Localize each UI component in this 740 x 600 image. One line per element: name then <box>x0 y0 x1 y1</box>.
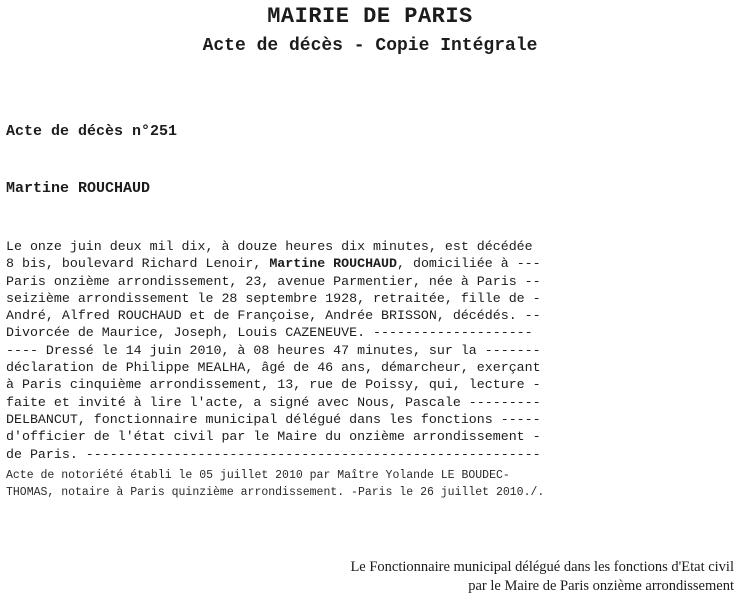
signature-block <box>350 558 734 596</box>
note-line: THOMAS, notaire à Paris quinzième arrondissement. -Paris le 26 juillet 2010./. <box>6 486 545 499</box>
page-title: MAIRIE DE PARIS <box>267 4 473 29</box>
body-line: Divorcée de Maurice, Joseph, Louis CAZENEUVE. -------------------- <box>6 325 533 341</box>
body-line: à Paris cinquième arrondissement, 13, rue de Poissy, qui, lecture - <box>6 377 541 393</box>
deceased-name: Martine ROUCHAUD <box>6 180 151 197</box>
body-line: Le onze juin deux mil dix, à douze heures dix minutes, est décédée <box>6 239 533 254</box>
notoriety-note <box>6 467 736 501</box>
signature-line: par le Maire de Paris onzième arrondissement <box>468 578 734 594</box>
body-line: André, Alfred ROUCHAUD et de Françoise, Andrée BRISSON, décédés. -- <box>6 308 541 324</box>
body-line: 8 bis, boulevard Richard Lenoir, Martine ROUCHAUD, domiciliée à --- <box>6 256 541 272</box>
body-line: seizième arrondissement le 28 septembre 1928, retraitée, fille de - <box>6 290 541 306</box>
body-line: de Paris. --------------------------------------------------------- <box>6 446 541 462</box>
body-line: DELBANCUT, fonctionnaire municipal délégué dans les fonctions ----- <box>6 411 541 427</box>
note-line: Acte de notoriété établi le 05 juillet 2010 par Maître Yolande LE BOUDEC- <box>6 469 510 482</box>
document-subtitle: Acte de décès - Copie Intégrale <box>202 36 538 56</box>
signature-line: Le Fonctionnaire municipal délégué dans les fonctions d'Etat civil <box>350 559 734 575</box>
body-line: faite et invité à lire l'acte, a signé avec Nous, Pascale --------- <box>6 394 541 410</box>
act-body-text <box>6 238 736 463</box>
body-line: d'officier de l'état civil par le Maire du onzième arrondissement - <box>6 429 541 445</box>
body-line: ---- Dressé le 14 juin 2010, à 08 heures 47 minutes, sur la ------- <box>6 342 541 358</box>
act-number: Acte de décès n°251 <box>6 123 178 140</box>
body-line: déclaration de Philippe MEALHA, âgé de 46 ans, démarcheur, exerçant <box>6 360 541 376</box>
body-line: Paris onzième arrondissement, 23, avenue Parmentier, née à Paris -- <box>6 273 541 289</box>
highlighted-name: Martine ROUCHAUD <box>269 256 397 272</box>
